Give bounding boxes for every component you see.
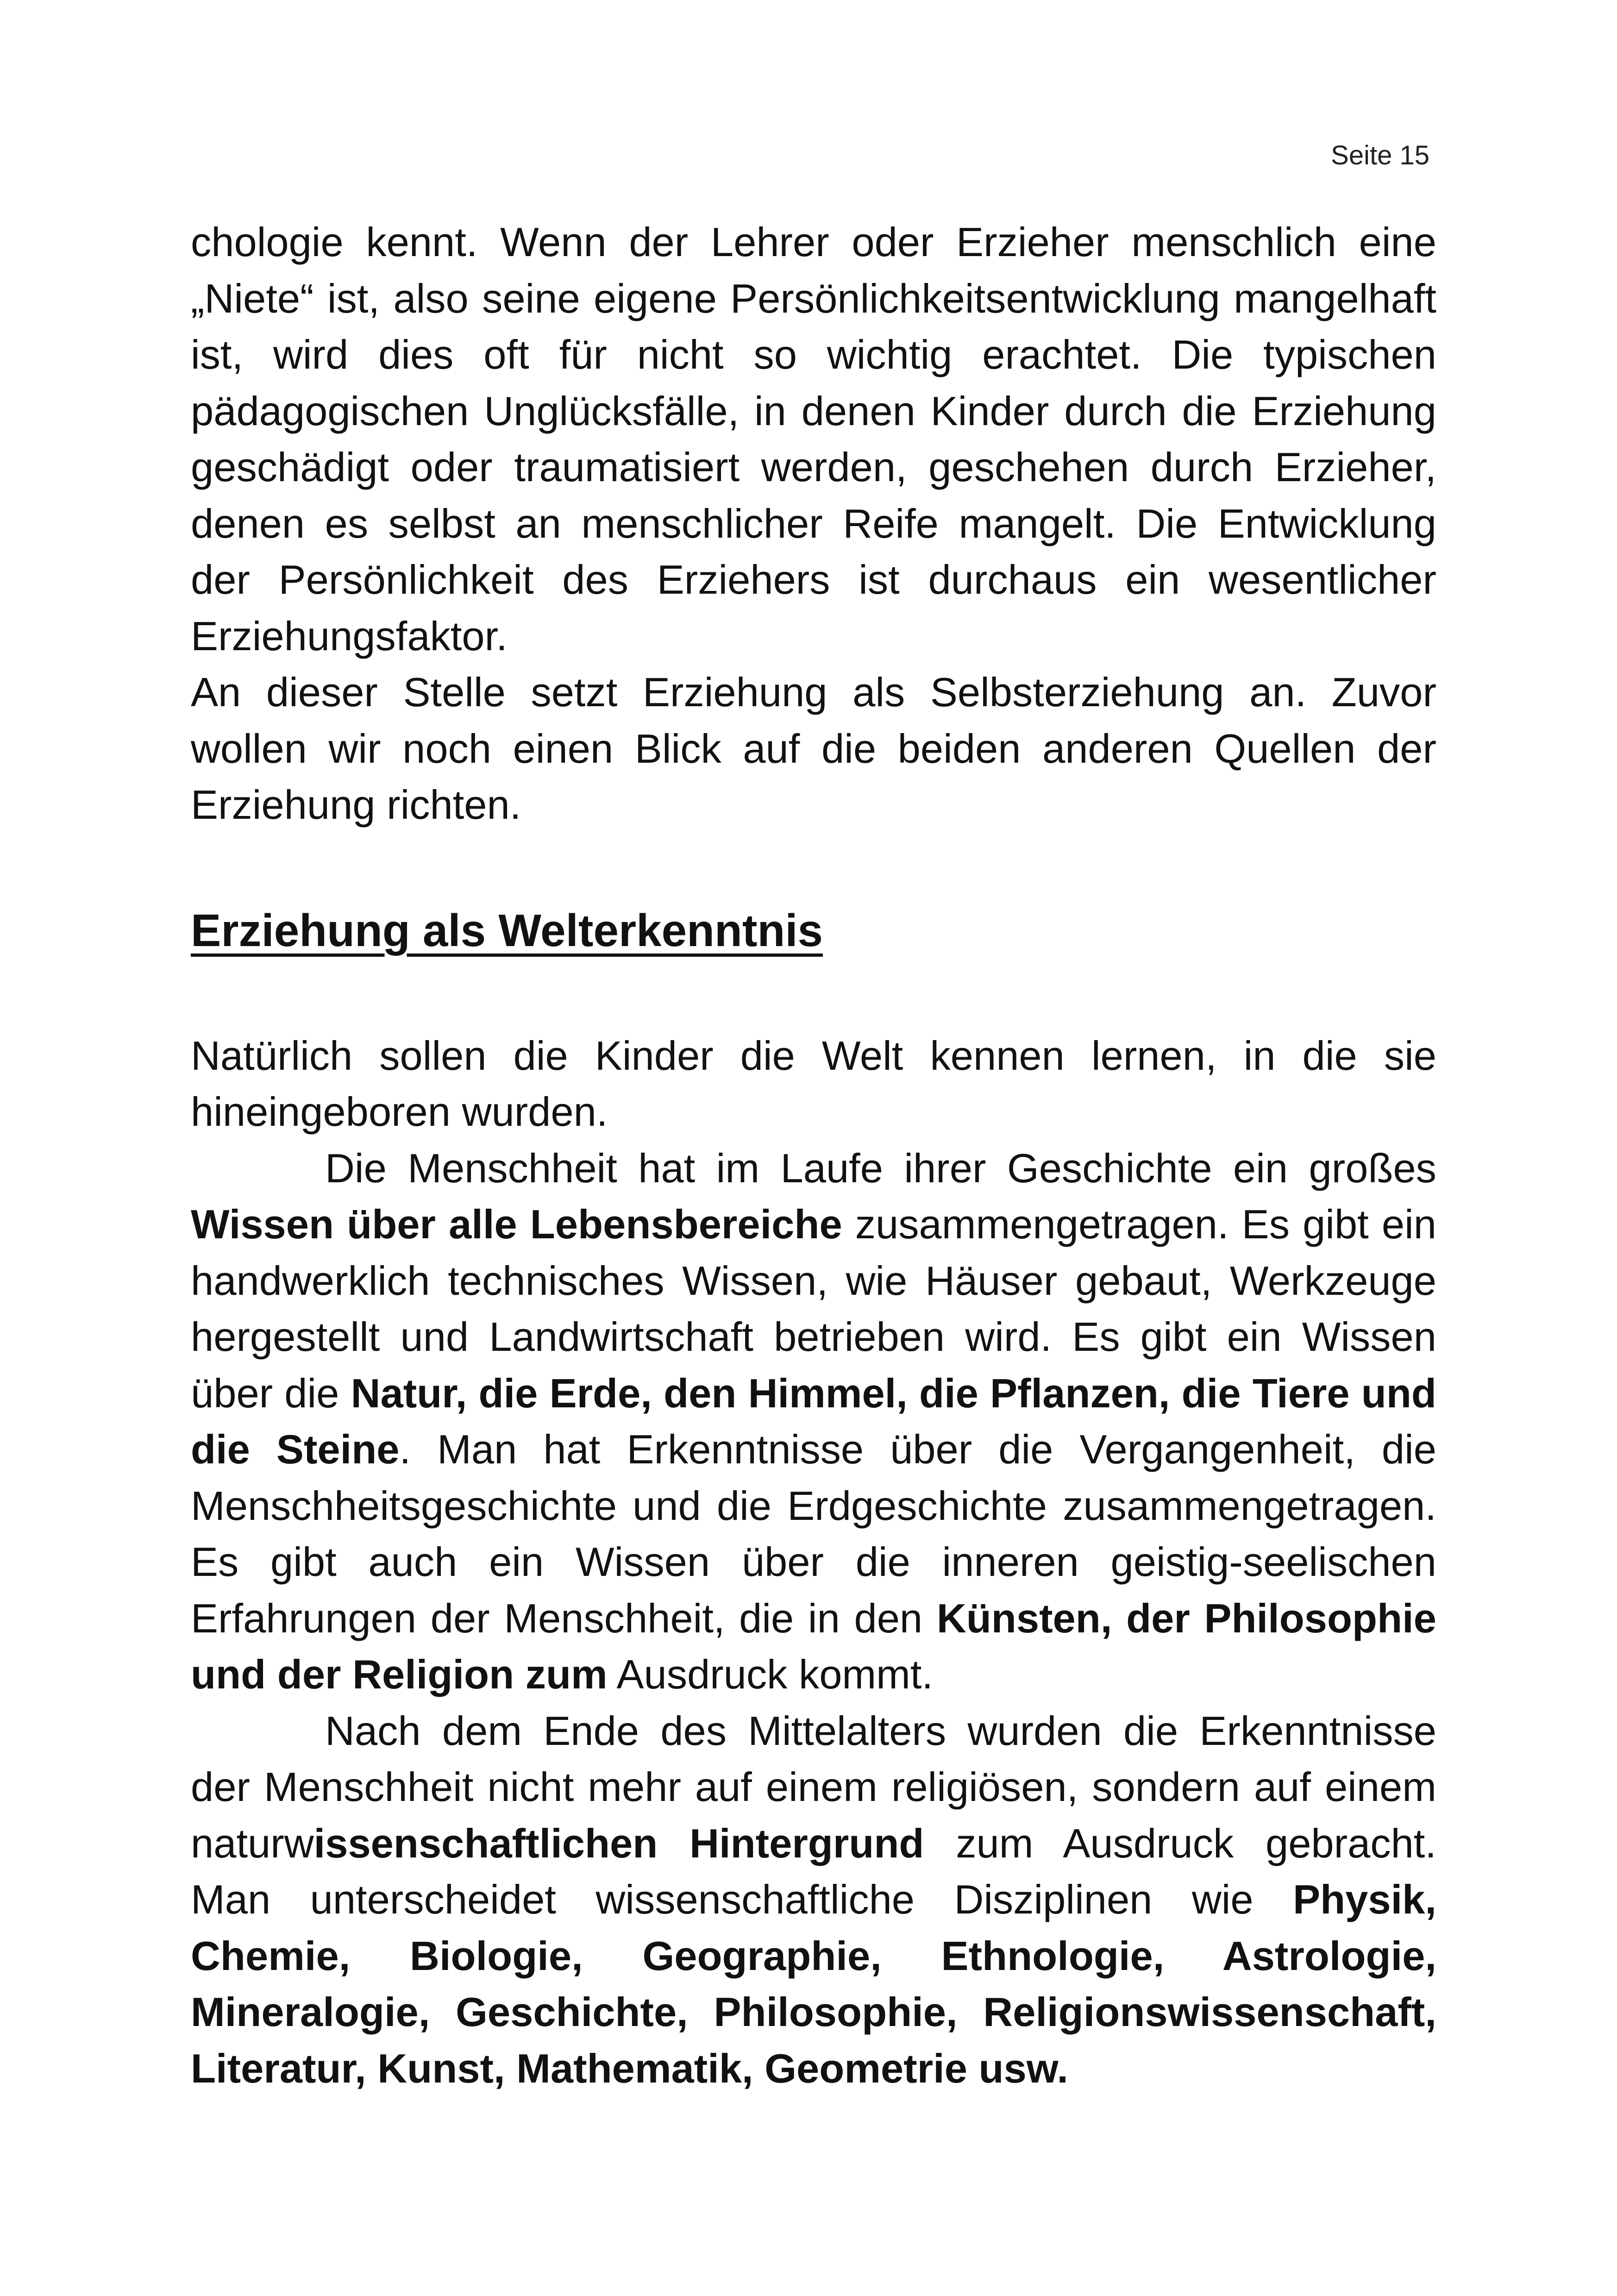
bold-run: Wissen über alle Lebensbereiche: [191, 1201, 842, 1247]
bold-run: issenschaftlichen Hintergrund: [313, 1820, 924, 1866]
text-run: Ausdruck kommt.: [607, 1651, 934, 1697]
text-run: zum Ausdruck gebracht. Man unterscheidet wissenschaftliche Disziplinen wie: [191, 1820, 1436, 1922]
paragraph-disziplinen: [191, 1703, 1436, 2097]
text-run: Nach dem Ende des Mittelalters wurden die Erkenntnisse der Menschheit nicht mehr auf einem religiösen, sondern auf einem naturw: [191, 1707, 1436, 1866]
spacer: [191, 833, 1436, 898]
page-number: Seite 15: [1331, 140, 1429, 170]
spacer: [191, 963, 1436, 1028]
text-run: Die Menschheit hat im Laufe ihrer Geschichte ein großes: [325, 1145, 1436, 1191]
bold-run: Künsten, der Philosophie und der Religion zum: [191, 1595, 1436, 1697]
paragraph-niete: chologie kennt. Wenn der Lehrer oder Erzieher menschlich eine „Niete“ ist, also seine eigene Persönlichkeitsentwicklung mangelhaft ist, wird dies oft für nicht so wichtig erachtet. Die typischen pädagogischen Unglücksfälle, in denen Kinder durch die Erziehung geschädigt oder traumatisiert werden, geschehen durch Erzieher, denen es selbst an menschlicher Reife mangelt. Die Entwicklung der Persönlichkeit des Erziehers ist durchaus ein wesentlicher Erziehungsfaktor.: [191, 219, 1436, 659]
bold-run: Physik, Chemie, Biologie, Geographie, Ethnologie, Astrologie, Mineralogie, Geschichte, Philosophie, Religionswissenschaft, Literatur, Kunst, Mathematik, Geometrie usw.: [191, 1876, 1436, 2091]
text-run: . Man hat Erkenntnisse über die Vergangenheit, die Menschheitsgeschichte und die Erdgeschichte zusammengetragen. Es gibt auch ein Wissen über die inneren geistig-seelischen Erfahrungen der Menschheit, die in den: [191, 1426, 1436, 1641]
body-text: [191, 214, 1436, 2096]
text-run: zusammengetragen. Es gibt ein handwerklich technisches Wissen, wie Häuser gebaut, Werkzeuge hergestellt und Landwirtschaft betrieben wird. Es gibt ein Wissen über die: [191, 1201, 1436, 1416]
paragraph-selbsterziehung: An dieser Stelle setzt Erziehung als Selbsterziehung an. Zuvor wollen wir noch einen Blick auf die beiden anderen Quellen der Erziehung richten.: [191, 669, 1436, 828]
section-heading: Erziehung als Welterkenntnis: [191, 904, 823, 956]
paragraph-welt: Natürlich sollen die Kinder die Welt kennen lernen, in die sie hineingeboren wurden.: [191, 1032, 1436, 1135]
paragraph-wissen: [191, 1140, 1436, 1703]
bold-run: Natur, die Erde, den Himmel, die Pflanzen, die Tiere und die Steine: [191, 1370, 1436, 1472]
